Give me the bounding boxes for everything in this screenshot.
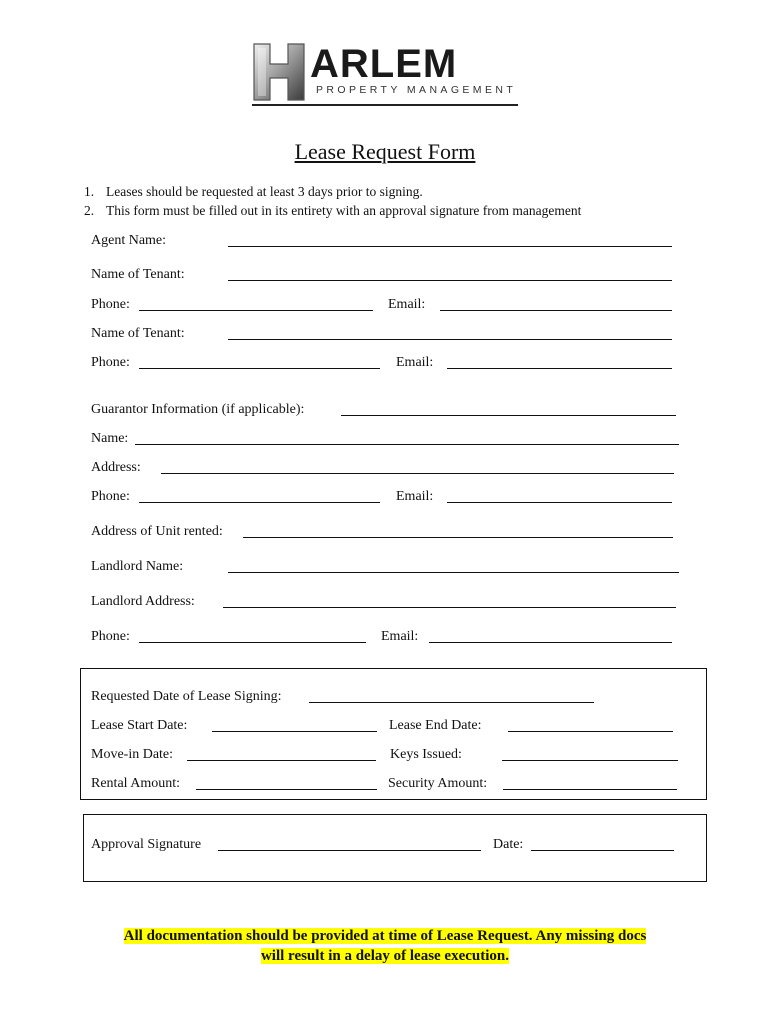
email-1-label: Email: — [388, 297, 426, 312]
company-logo — [252, 42, 520, 108]
landlord-email-label: Email: — [381, 629, 419, 644]
agent-name-label: Agent Name: — [91, 233, 167, 248]
instruction-number: 1. — [84, 184, 95, 199]
approval-signature-field[interactable] — [218, 850, 481, 851]
signing-date-field[interactable] — [309, 702, 594, 703]
phone-1-field[interactable] — [139, 310, 373, 311]
unit-address-field[interactable] — [243, 537, 673, 538]
landlord-phone-label: Phone: — [91, 629, 130, 644]
phone-2-field[interactable] — [139, 368, 380, 369]
lease-start-field[interactable] — [212, 731, 377, 732]
guarantor-email-field[interactable] — [447, 502, 672, 503]
guarantor-info-label: Guarantor Information (if applicable): — [91, 402, 305, 417]
landlord-phone-field[interactable] — [139, 642, 366, 643]
instruction-text: This form must be filled out in its entirety with an approval signature from management — [106, 203, 582, 218]
move-in-field[interactable] — [187, 760, 376, 761]
guarantor-phone-field[interactable] — [139, 502, 380, 503]
security-amount-label: Security Amount: — [388, 776, 488, 791]
instruction-number: 2. — [84, 203, 95, 218]
phone-1-label: Phone: — [91, 297, 130, 312]
landlord-address-label: Landlord Address: — [91, 594, 195, 609]
signing-date-label: Requested Date of Lease Signing: — [91, 689, 282, 704]
notice-line-1: All documentation should be provided at time of Lease Request. Any missing docs — [123, 928, 647, 944]
guarantor-name-field[interactable] — [135, 444, 679, 445]
guarantor-address-label: Address: — [91, 460, 141, 475]
notice-line-2: will result in a delay of lease execution. — [260, 948, 510, 964]
guarantor-name-label: Name: — [91, 431, 129, 446]
move-in-label: Move-in Date: — [91, 747, 174, 762]
tenant-name-1-label: Name of Tenant: — [91, 267, 185, 282]
unit-address-label: Address of Unit rented: — [91, 524, 223, 539]
keys-issued-label: Keys Issued: — [390, 747, 462, 762]
guarantor-phone-label: Phone: — [91, 489, 130, 504]
keys-issued-field[interactable] — [502, 760, 678, 761]
logo-h-mark — [252, 42, 308, 102]
tenant-name-2-field[interactable] — [228, 339, 672, 340]
tenant-name-1-field[interactable] — [228, 280, 672, 281]
approval-signature-label: Approval Signature — [91, 837, 202, 852]
guarantor-address-field[interactable] — [161, 473, 674, 474]
email-2-field[interactable] — [447, 368, 672, 369]
security-amount-field[interactable] — [503, 789, 677, 790]
instruction-item — [84, 183, 423, 201]
approval-date-field[interactable] — [531, 850, 674, 851]
tenant-name-2-label: Name of Tenant: — [91, 326, 185, 341]
lease-end-field[interactable] — [508, 731, 673, 732]
guarantor-info-field[interactable] — [341, 415, 676, 416]
phone-2-label: Phone: — [91, 355, 130, 370]
landlord-email-field[interactable] — [429, 642, 672, 643]
form-title: Lease Request Form — [294, 139, 476, 164]
logo-wordmark: ARLEM — [310, 42, 458, 86]
approval-date-label: Date: — [493, 837, 524, 852]
agent-name-field[interactable] — [228, 246, 672, 247]
landlord-name-label: Landlord Name: — [91, 559, 184, 574]
lease-end-label: Lease End Date: — [389, 718, 482, 733]
logo-subtitle: PROPERTY MANAGEMENT — [316, 84, 517, 96]
guarantor-email-label: Email: — [396, 489, 434, 504]
documentation-notice — [0, 926, 770, 966]
instruction-item — [84, 202, 581, 220]
logo-underline — [252, 104, 518, 106]
rental-amount-field[interactable] — [196, 789, 377, 790]
email-1-field[interactable] — [440, 310, 672, 311]
email-2-label: Email: — [396, 355, 434, 370]
landlord-name-field[interactable] — [228, 572, 679, 573]
lease-start-label: Lease Start Date: — [91, 718, 188, 733]
rental-amount-label: Rental Amount: — [91, 776, 181, 791]
landlord-address-field[interactable] — [223, 607, 676, 608]
instruction-text: Leases should be requested at least 3 days prior to signing. — [106, 184, 423, 199]
